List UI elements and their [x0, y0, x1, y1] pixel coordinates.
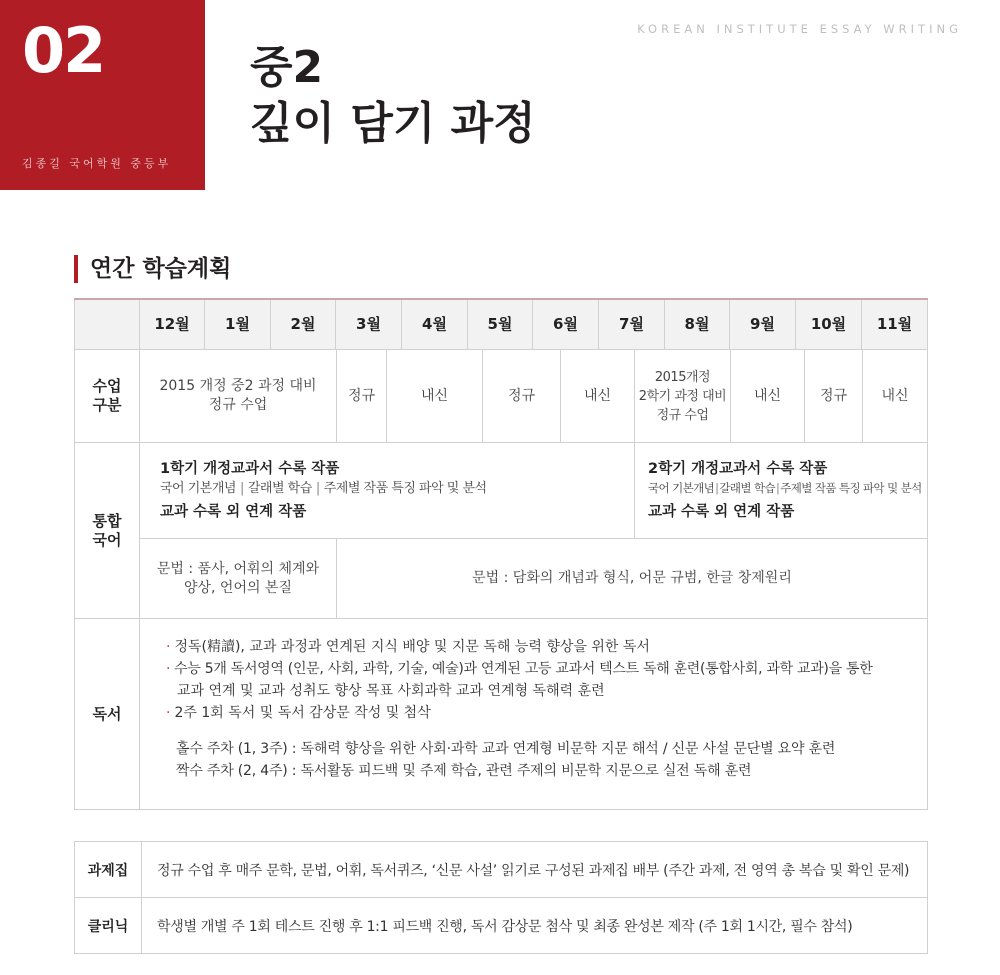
annual-plan-table — [74, 298, 928, 810]
row-header-korean: 통합 국어 — [74, 443, 140, 619]
class-type-cell: 2015개정 2학기 과정 대비 정규 수업 — [635, 350, 731, 443]
semester1-works-cell — [140, 443, 635, 539]
semester2-works-cell — [635, 443, 928, 539]
clinic-text: 학생별 개별 주 1회 테스트 진행 후 1:1 피드백 진행, 독서 감상문 첨삭 및 최종 완성본 제작 (주 1회 1시간, 필수 참석) — [157, 918, 853, 935]
workbook-label: 과제집 — [75, 842, 142, 897]
class-type-cell: 정규 — [483, 350, 561, 443]
odd-week-plan: 홀수 주차 (1, 3주) : 독해력 향상을 위한 사회·과학 교과 연계형 비문학 지문 해석 / 신문 사설 문단별 요약 훈련 — [176, 741, 836, 757]
section-title: 연간 학습계획 — [74, 255, 231, 283]
month-header: 2월 — [271, 300, 336, 350]
reading-bullet: · 정독(精讀), 교과 과정과 연계된 지식 배양 및 지문 독해 능력 향상을 위한 독서 — [166, 639, 650, 655]
title-line-1: 중2 — [250, 42, 324, 93]
title-line-2: 깊이 담기 과정 — [250, 98, 536, 149]
month-header: 8월 — [665, 300, 730, 350]
semester2-linked: 교과 수록 외 연계 작품 — [648, 503, 795, 520]
semester1-heading: 1학기 개정교과서 수록 작품 — [160, 460, 340, 477]
clinic-label: 클리닉 — [75, 898, 142, 953]
month-header: 11월 — [862, 300, 928, 350]
clinic-row — [74, 897, 928, 954]
class-type-cell: 정규 — [805, 350, 863, 443]
reading-bullet: · 수능 5개 독서영역 (인문, 사회, 과학, 기술, 예술)과 연계된 고등 교과서 텍스트 독해 훈련(통합사회, 과학 교과)을 통한 — [166, 661, 873, 677]
class-type-cell: 내신 — [561, 350, 635, 443]
page-title — [250, 40, 536, 152]
semester2-heading: 2학기 개정교과서 수록 작품 — [648, 460, 828, 477]
class-type-cell: 2015 개정 중2 과정 대비 정규 수업 — [140, 350, 337, 443]
workbook-row — [74, 841, 928, 898]
month-header: 7월 — [599, 300, 665, 350]
class-type-cell: 내신 — [863, 350, 928, 443]
reading-bullet: · 2주 1회 독서 및 독서 감상문 작성 및 첨삭 — [166, 705, 431, 721]
month-header: 12월 — [140, 300, 205, 350]
row-header-reading: 독서 — [74, 619, 140, 810]
class-type-cell: 내신 — [387, 350, 483, 443]
workbook-text: 정규 수업 후 매주 문학, 문법, 어휘, 독서퀴즈, ‘신문 사설’ 읽기로 구성된 과제집 배부 (주간 과제, 전 영역 총 복습 및 확인 문제) — [157, 862, 910, 879]
grammar-cell-2: 문법 : 담화의 개념과 형식, 어문 규범, 한글 창제원리 — [337, 539, 928, 619]
month-header: 9월 — [730, 300, 796, 350]
even-week-plan: 짝수 주차 (2, 4주) : 독서활동 피드백 및 주제 학습, 관련 주제의 비문학 지문으로 실전 독해 훈련 — [176, 763, 752, 779]
corner-cell — [74, 300, 140, 350]
brand-text: KOREAN INSTITUTE ESSAY WRITING — [637, 22, 962, 36]
academy-name: 김종길 국어학원 중등부 — [22, 157, 172, 170]
semester1-items: 국어 기본개념 | 갈래별 학습 | 주제별 작품 특징 파악 및 분석 — [160, 480, 487, 496]
reading-bullet-continued: 교과 연계 및 교과 성취도 향상 목표 사회과학 교과 연계형 독해력 훈련 — [177, 683, 605, 699]
semester2-items: 국어 기본개념|갈래별 학습|주제별 작품 특징 파악 및 분석 — [648, 480, 922, 495]
row-header-class-type: 수업 구분 — [74, 350, 140, 443]
reading-content — [74, 619, 928, 810]
semester1-linked: 교과 수록 외 연계 작품 — [160, 503, 307, 520]
grammar-cell-1: 문법 : 품사, 어휘의 체계와 양상, 언어의 본질 — [140, 539, 337, 619]
month-header: 10월 — [796, 300, 862, 350]
chapter-number: 02 — [22, 14, 105, 87]
class-type-cell: 내신 — [731, 350, 805, 443]
chapter-badge — [0, 0, 205, 190]
month-header: 4월 — [402, 300, 468, 350]
month-header: 6월 — [533, 300, 599, 350]
month-header: 1월 — [205, 300, 271, 350]
class-type-cell: 정규 — [337, 350, 387, 443]
month-header: 5월 — [468, 300, 533, 350]
month-header: 3월 — [336, 300, 402, 350]
